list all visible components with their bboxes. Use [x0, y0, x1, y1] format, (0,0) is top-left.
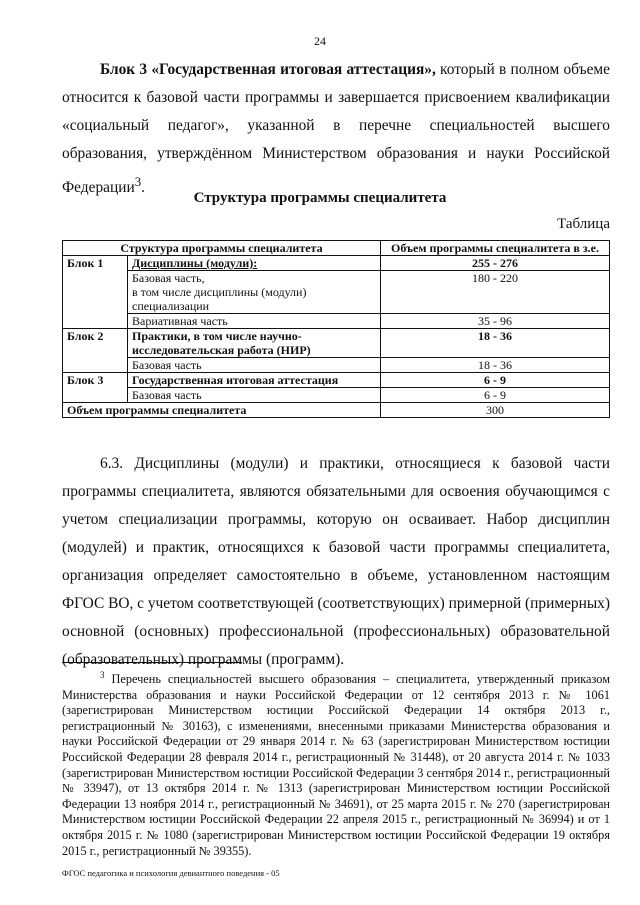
program-structure-table	[62, 240, 610, 418]
block-1-cell: Блок 1	[63, 256, 128, 329]
table-header-row	[63, 241, 610, 256]
row-name: Базовая часть, в том числе дисциплины (модули) специализации	[128, 271, 381, 314]
page-footer: ФГОС педагогика и психология девиантного поведения - 05	[62, 868, 280, 878]
paragraph-block3-text: который в полном объеме относится к базовой части программы и завершается присвоением квалификации «социальный педагог», указанной в перечне специальностей высшего образования, утверждённом Министерством образования и науки Российской Федерации	[62, 61, 610, 197]
row-value: 180 - 220	[381, 271, 610, 314]
row-value: 35 - 96	[381, 314, 610, 329]
table-total-row	[63, 403, 610, 418]
footnote	[62, 668, 610, 859]
paragraph-block3-end: .	[141, 179, 145, 197]
footnote-mark: 3	[100, 670, 105, 680]
footnote-text: Перечень специальностей высшего образования – специалитета, утвержденный приказом Министерства образования и науки Российской Федерации от 12 сентября 2013 г. № 1061 (зарегистрирован Министерством юстиции Российской Федерации 14 октября 2013 г., регистрационный № 30163), с изменениями, внесенными приказами Министерства образования и науки Российской Федерации от 29 января 2014 г. № 63 (зарегистрирован Министерством юстиции Российской Федерации 28 февраля 2014 г., регистрационный № 31448), от 20 августа 2014 г. № 1033 (зарегистрирован Министерством юстиции Российской Федерации 3 сентября 2014 г., регистрационный № 33947), от 13 октября 2014 г. № 1313 (зарегистрирован Министерством юстиции Российской Федерации 13 ноября 2014 г., регистрационный № 34691), от 25 марта 2015 г. № 270 (зарегистрирован Министерством юстиции Российской Федерации 22 апреля 2015 г., регистрационный № 36994) и от 1 октября 2015 г. № 1080 (зарегистрирован Министерством юстиции Российской Федерации 19 октября 2015 г., регистрационный № 39355).	[62, 672, 610, 858]
row-name: Практики, в том числе научно-исследовательская работа (НИР)	[128, 329, 381, 358]
row-value: 6 - 9	[381, 373, 610, 388]
table-row	[63, 329, 610, 358]
paragraph-6-3	[62, 450, 610, 674]
table-row	[63, 256, 610, 271]
row-value: 6 - 9	[381, 388, 610, 403]
total-name: Объем программы специалитета	[63, 403, 381, 418]
block-3-cell: Блок 3	[63, 373, 128, 403]
paragraph-6-3-text: 6.3. Дисциплины (модули) и практики, относящиеся к базовой части программы специалитета, являются обязательными для освоения обучающимся с учетом специализации программы, которую он осваивает. Набор дисциплин (модулей) и практик, относящихся к базовой части программы специалитета, организация определяет самостоятельно в объеме, установленном настоящим ФГОС ВО, с учетом соответствующей (соответствующих) примерной (примерных) основной (основных) профессиональной (профессиональных) образовательной (образовательных) программы (программ).	[62, 455, 610, 668]
block3-bold-title: Блок 3 «Государственная итоговая аттестация»,	[100, 61, 436, 78]
table-row	[63, 271, 610, 314]
row-name: Базовая часть	[128, 358, 381, 373]
header-structure: Структура программы специалитета	[63, 241, 381, 256]
table-row	[63, 373, 610, 388]
row-value: 18 - 36	[381, 358, 610, 373]
footnote-separator	[62, 662, 242, 663]
row-name: Базовая часть	[128, 388, 381, 403]
table-row	[63, 314, 610, 329]
table-row	[63, 358, 610, 373]
paragraph-block3	[62, 56, 610, 202]
table-title: Структура программы специалитета	[193, 190, 447, 206]
block-2-cell: Блок 2	[63, 329, 128, 373]
header-volume: Объем программы специалитета в з.е.	[381, 241, 610, 256]
row-name: Государственная итоговая аттестация	[128, 373, 381, 388]
row-value: 255 - 276	[381, 256, 610, 271]
page-number: 24	[314, 34, 326, 48]
row-name: Дисциплины (модули):	[128, 256, 381, 271]
table-row	[63, 388, 610, 403]
row-value: 18 - 36	[381, 329, 610, 358]
table-label: Таблица	[557, 216, 610, 232]
total-value: 300	[381, 403, 610, 418]
row-name: Вариативная часть	[128, 314, 381, 329]
footnote-ref: 3	[134, 175, 142, 189]
